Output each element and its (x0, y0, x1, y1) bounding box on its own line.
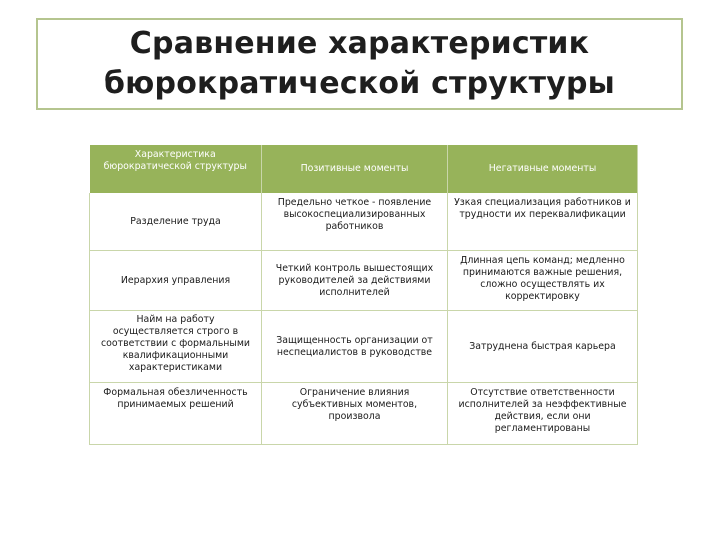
cell-negative: Затруднена быстрая карьера (448, 311, 638, 383)
cell-characteristic: Иерархия управления (90, 251, 262, 311)
cell-negative: Отсутствие ответственности исполнителей за неэффективные действия, если они регламентированы (448, 383, 638, 445)
cell-characteristic: Найм на работу осуществляется строго в соответствии с формальными квалификационными характеристиками (90, 311, 262, 383)
table-row (90, 383, 638, 445)
cell-characteristic: Разделение труда (90, 193, 262, 251)
cell-characteristic: Формальная обезличенность принимаемых решений (90, 383, 262, 445)
header-characteristic: Характеристика бюрократической структуры (90, 145, 262, 193)
cell-positive: Предельно четкое - появление высокоспециализированных работников (262, 193, 448, 251)
title-line-1: Сравнение характеристик (129, 26, 590, 61)
header-positive: Позитивные моменты (262, 145, 448, 193)
table-row (90, 193, 638, 251)
table-header-row (90, 145, 638, 193)
cell-positive: Защищенность организации от неспециалистов в руководстве (262, 311, 448, 383)
table-row (90, 311, 638, 383)
cell-negative: Длинная цепь команд; медленно принимаются важные решения, сложно осуществлять их корректировку (448, 251, 638, 311)
comparison-table (89, 145, 638, 445)
cell-positive: Ограничение влияния субъективных моментов, произвола (262, 383, 448, 445)
cell-negative: Узкая специализация работников и трудности их переквалификации (448, 193, 638, 251)
title-line-2: бюрократической структуры (104, 66, 615, 101)
cell-positive: Четкий контроль вышестоящих руководителей за действиями исполнителей (262, 251, 448, 311)
table-row (90, 251, 638, 311)
page-title (104, 24, 615, 104)
header-negative: Негативные моменты (448, 145, 638, 193)
title-box (36, 18, 683, 110)
